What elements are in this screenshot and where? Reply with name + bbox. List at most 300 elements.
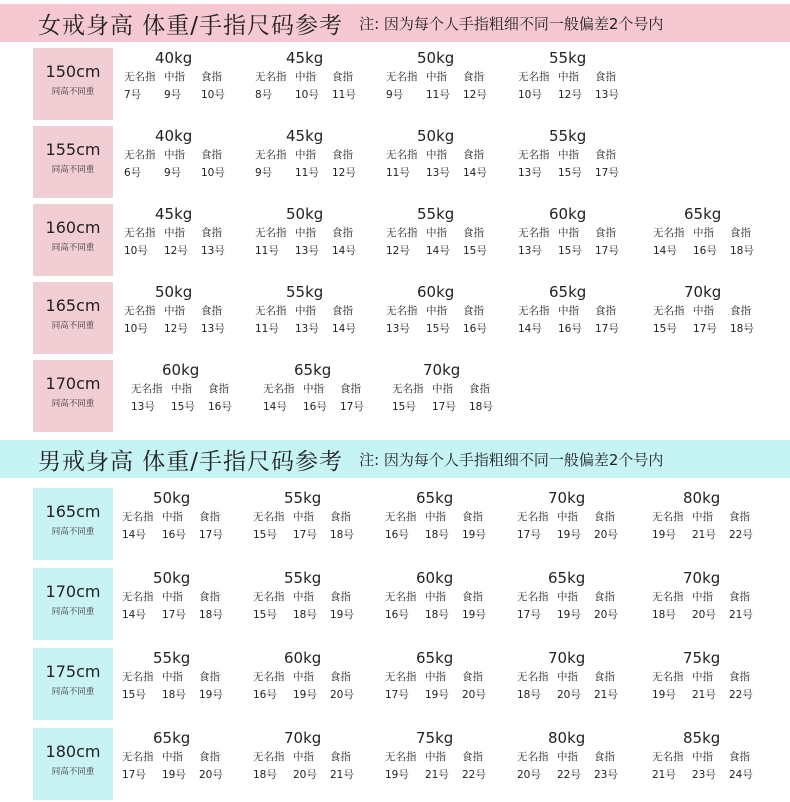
weight-label: 65kg [684,205,722,223]
ring-size: 20号 [692,609,716,621]
weight-entry [253,568,383,624]
finger-label: 无名指 [652,671,684,683]
finger-label: 食指 [729,591,750,603]
ring-sizes [263,398,393,416]
finger-label: 食指 [462,751,483,763]
finger-label: 食指 [332,149,353,161]
weight-label: 55kg [286,283,324,301]
finger-label: 中指 [558,149,579,161]
weight-label: 55kg [284,569,322,587]
ring-size: 17号 [693,323,717,335]
ring-size: 19号 [330,609,354,621]
ring-size: 12号 [164,245,188,257]
finger-labels [518,146,648,164]
finger-label: 食指 [199,591,220,603]
ring-size: 18号 [293,609,317,621]
finger-label: 无名指 [255,149,287,161]
ring-size: 20号 [594,529,618,541]
same-height-different-weight-label: 同高不同重 [51,243,95,253]
height-label: 175cm [45,662,101,681]
finger-label: 无名指 [122,671,154,683]
ring-size: 13号 [131,401,155,413]
ring-size: 14号 [463,167,487,179]
finger-label: 食指 [729,511,750,523]
weight-entry [517,488,647,544]
weight-entry [253,728,383,784]
ring-sizes [653,320,783,338]
ring-size: 10号 [124,323,148,335]
finger-label: 食指 [201,149,222,161]
ring-size: 17号 [595,167,619,179]
height-label: 165cm [45,502,101,521]
weight-label: 80kg [683,489,721,507]
finger-labels [385,588,515,606]
ring-size: 16号 [303,401,327,413]
ring-size: 18号 [425,529,449,541]
ring-sizes [255,164,385,182]
ring-sizes [122,526,252,544]
ring-size: 14号 [332,323,356,335]
ring-sizes [385,766,515,784]
weight-entry [255,48,385,104]
finger-label: 中指 [425,671,446,683]
weight-label: 70kg [423,361,461,379]
ring-size: 18号 [730,323,754,335]
weight-entry [253,648,383,704]
ring-size: 14号 [332,245,356,257]
finger-label: 无名指 [386,149,418,161]
ring-size: 11号 [255,323,279,335]
finger-label: 食指 [332,227,353,239]
ring-size: 13号 [426,167,450,179]
ring-size: 11号 [386,167,410,179]
same-height-different-weight-label: 同高不同重 [51,607,95,617]
weight-label: 70kg [548,649,586,667]
ring-size: 11号 [255,245,279,257]
ring-sizes [385,686,515,704]
weight-entry [386,126,516,182]
weight-entry [124,48,254,104]
ring-sizes [131,398,261,416]
finger-label: 中指 [162,591,183,603]
finger-label: 食指 [730,305,751,317]
height-label: 170cm [45,582,101,601]
ring-size: 17号 [385,689,409,701]
finger-label: 无名指 [263,383,295,395]
ring-size: 13号 [295,245,319,257]
finger-labels [517,748,647,766]
weight-entry [124,282,254,338]
finger-label: 中指 [171,383,192,395]
ring-sizes [253,606,383,624]
ring-size: 21号 [652,769,676,781]
men-header [0,440,790,478]
ring-size: 18号 [199,609,223,621]
weight-label: 60kg [549,205,587,223]
weight-entry [518,48,648,104]
finger-labels [652,588,782,606]
finger-labels [124,146,254,164]
men-note: 注: 因为每个人手指粗细不同一般偏差2个号内 [359,450,664,469]
finger-label: 中指 [425,511,446,523]
weight-label: 70kg [683,569,721,587]
finger-label: 食指 [594,591,615,603]
weight-label: 75kg [683,649,721,667]
finger-label: 中指 [164,305,185,317]
weight-entry [652,728,782,784]
finger-labels [122,748,252,766]
finger-label: 中指 [432,383,453,395]
finger-labels [653,302,783,320]
finger-labels [255,302,385,320]
ring-size: 19号 [462,609,486,621]
weight-entry [122,488,252,544]
finger-label: 食指 [463,227,484,239]
weight-label: 85kg [683,729,721,747]
weight-label: 60kg [162,361,200,379]
ring-size: 18号 [652,609,676,621]
height-cell [33,488,113,560]
finger-label: 食指 [462,511,483,523]
ring-size: 21号 [330,769,354,781]
weight-label: 75kg [416,729,454,747]
ring-size: 17号 [595,323,619,335]
ring-sizes [385,606,515,624]
finger-label: 食指 [199,671,220,683]
weight-label: 65kg [416,649,454,667]
ring-size: 20号 [199,769,223,781]
ring-size: 18号 [162,689,186,701]
finger-labels [253,588,383,606]
height-cell [33,568,113,640]
finger-label: 无名指 [253,511,285,523]
weight-label: 80kg [548,729,586,747]
finger-labels [124,302,254,320]
ring-size: 10号 [518,89,542,101]
weight-label: 60kg [284,649,322,667]
finger-labels [385,508,515,526]
ring-size: 20号 [517,769,541,781]
finger-label: 食指 [595,149,616,161]
finger-label: 无名指 [518,227,550,239]
finger-label: 食指 [201,227,222,239]
finger-label: 食指 [201,305,222,317]
ring-size: 16号 [162,529,186,541]
ring-sizes [518,320,648,338]
finger-label: 食指 [340,383,361,395]
finger-labels [263,380,393,398]
weight-label: 65kg [548,569,586,587]
finger-labels [386,224,516,242]
ring-size: 16号 [558,323,582,335]
weight-label: 45kg [286,49,324,67]
ring-size: 9号 [164,89,182,101]
ring-sizes [652,526,782,544]
finger-label: 中指 [693,305,714,317]
ring-size: 20号 [462,689,486,701]
finger-label: 中指 [293,511,314,523]
ring-sizes [122,606,252,624]
ring-size: 17号 [595,245,619,257]
ring-size: 17号 [517,529,541,541]
finger-label: 食指 [730,227,751,239]
height-cell [33,48,113,120]
finger-label: 无名指 [255,227,287,239]
finger-label: 中指 [426,227,447,239]
finger-labels [255,68,385,86]
ring-size: 15号 [253,609,277,621]
finger-label: 无名指 [124,227,156,239]
ring-size: 22号 [557,769,581,781]
finger-label: 无名指 [517,591,549,603]
ring-sizes [386,164,516,182]
ring-size: 7号 [124,89,142,101]
ring-sizes [517,526,647,544]
ring-size: 19号 [557,529,581,541]
ring-size: 15号 [426,323,450,335]
height-label: 160cm [45,218,101,237]
finger-label: 中指 [558,71,579,83]
weight-entry [122,728,252,784]
weight-entry [253,488,383,544]
finger-labels [517,668,647,686]
finger-label: 中指 [164,227,185,239]
finger-labels [255,224,385,242]
ring-sizes [253,526,383,544]
height-cell [33,360,113,432]
finger-label: 中指 [162,751,183,763]
weight-label: 65kg [549,283,587,301]
finger-label: 无名指 [253,591,285,603]
height-row [0,648,790,722]
ring-size: 19号 [293,689,317,701]
height-row [0,204,790,278]
finger-label: 无名指 [385,511,417,523]
ring-size: 18号 [469,401,493,413]
finger-label: 无名指 [518,71,550,83]
height-row [0,568,790,642]
same-height-different-weight-label: 同高不同重 [51,687,95,697]
weight-label: 45kg [286,127,324,145]
ring-size: 21号 [729,609,753,621]
finger-label: 中指 [425,751,446,763]
finger-label: 食指 [330,511,351,523]
finger-label: 无名指 [518,305,550,317]
ring-size: 15号 [122,689,146,701]
weight-entry [255,204,385,260]
finger-labels [131,380,261,398]
finger-label: 无名指 [518,149,550,161]
ring-size: 12号 [164,323,188,335]
ring-size: 8号 [255,89,273,101]
ring-size: 23号 [692,769,716,781]
weight-label: 50kg [153,489,191,507]
height-row [0,360,790,434]
ring-sizes [124,164,254,182]
finger-label: 食指 [462,671,483,683]
finger-label: 无名指 [652,591,684,603]
ring-size: 21号 [425,769,449,781]
finger-label: 无名指 [653,305,685,317]
finger-label: 无名指 [122,511,154,523]
ring-size: 18号 [253,769,277,781]
finger-label: 无名指 [122,591,154,603]
ring-size: 18号 [425,609,449,621]
ring-size: 16号 [693,245,717,257]
finger-label: 中指 [692,511,713,523]
ring-size: 12号 [332,167,356,179]
weight-entry [653,282,783,338]
finger-labels [255,146,385,164]
ring-size: 17号 [162,609,186,621]
finger-label: 中指 [557,671,578,683]
ring-size: 22号 [462,769,486,781]
ring-sizes [386,86,516,104]
weight-label: 45kg [155,205,193,223]
finger-labels [253,508,383,526]
ring-sizes [652,766,782,784]
weight-label: 55kg [284,489,322,507]
finger-labels [653,224,783,242]
finger-label: 无名指 [385,671,417,683]
finger-labels [518,302,648,320]
ring-sizes [255,242,385,260]
finger-label: 无名指 [392,383,424,395]
weight-entry [652,488,782,544]
finger-labels [392,380,522,398]
ring-size: 17号 [199,529,223,541]
weight-label: 40kg [155,127,193,145]
finger-label: 无名指 [253,671,285,683]
ring-size: 14号 [426,245,450,257]
finger-label: 中指 [162,511,183,523]
finger-label: 中指 [303,383,324,395]
ring-sizes [517,606,647,624]
finger-label: 中指 [425,591,446,603]
weight-entry [517,648,647,704]
ring-size: 10号 [124,245,148,257]
finger-label: 中指 [557,751,578,763]
finger-label: 食指 [332,305,353,317]
finger-label: 中指 [558,305,579,317]
weight-entry [386,282,516,338]
ring-size: 14号 [122,529,146,541]
weight-entry [124,204,254,260]
weight-entry [255,282,385,338]
finger-labels [122,668,252,686]
finger-label: 食指 [463,305,484,317]
ring-size: 13号 [201,245,225,257]
weight-entry [652,648,782,704]
women-header [0,4,790,42]
finger-label: 无名指 [122,751,154,763]
finger-labels [122,508,252,526]
finger-label: 中指 [557,511,578,523]
finger-labels [518,224,648,242]
ring-size: 16号 [463,323,487,335]
finger-labels [386,302,516,320]
weight-label: 50kg [417,127,455,145]
finger-label: 无名指 [124,71,156,83]
ring-size: 18号 [330,529,354,541]
same-height-different-weight-label: 同高不同重 [51,399,95,409]
finger-label: 中指 [426,71,447,83]
finger-labels [253,668,383,686]
finger-label: 中指 [295,305,316,317]
ring-size: 15号 [558,167,582,179]
ring-size: 17号 [517,609,541,621]
women-title: 女戒身高 体重/手指尺码参考 [38,12,344,39]
ring-size: 19号 [557,609,581,621]
finger-labels [385,668,515,686]
finger-label: 食指 [595,305,616,317]
finger-label: 无名指 [385,751,417,763]
finger-label: 食指 [469,383,490,395]
weight-entry [518,282,648,338]
finger-label: 中指 [295,149,316,161]
ring-sizes [518,86,648,104]
finger-labels [122,588,252,606]
weight-label: 65kg [416,489,454,507]
finger-label: 中指 [295,71,316,83]
weight-entry [385,488,515,544]
height-row [0,488,790,562]
ring-size: 9号 [255,167,273,179]
ring-size: 12号 [386,245,410,257]
finger-label: 中指 [164,149,185,161]
finger-labels [385,748,515,766]
finger-label: 中指 [692,591,713,603]
ring-sizes [518,164,648,182]
ring-size: 14号 [518,323,542,335]
ring-size: 15号 [392,401,416,413]
finger-label: 无名指 [124,149,156,161]
men-title: 男戒身高 体重/手指尺码参考 [38,448,344,475]
height-row [0,282,790,356]
ring-size: 17号 [340,401,364,413]
ring-sizes [122,686,252,704]
height-cell [33,126,113,198]
height-label: 150cm [45,62,101,81]
finger-label: 无名指 [124,305,156,317]
finger-label: 中指 [162,671,183,683]
ring-size: 12号 [463,89,487,101]
finger-label: 中指 [557,591,578,603]
weight-entry [122,568,252,624]
ring-size: 24号 [729,769,753,781]
weight-entry [653,204,783,260]
ring-size: 15号 [558,245,582,257]
ring-size: 14号 [122,609,146,621]
ring-sizes [253,686,383,704]
ring-size: 11号 [332,89,356,101]
height-label: 180cm [45,742,101,761]
ring-size: 21号 [594,689,618,701]
finger-label: 无名指 [517,671,549,683]
weight-entry [122,648,252,704]
ring-size: 9号 [164,167,182,179]
weight-label: 55kg [549,127,587,145]
weight-entry [517,568,647,624]
finger-label: 食指 [595,71,616,83]
finger-labels [518,68,648,86]
same-height-different-weight-label: 同高不同重 [51,767,95,777]
finger-labels [517,508,647,526]
finger-label: 无名指 [386,305,418,317]
weight-entry [652,568,782,624]
ring-size: 21号 [692,689,716,701]
weight-entry [386,204,516,260]
